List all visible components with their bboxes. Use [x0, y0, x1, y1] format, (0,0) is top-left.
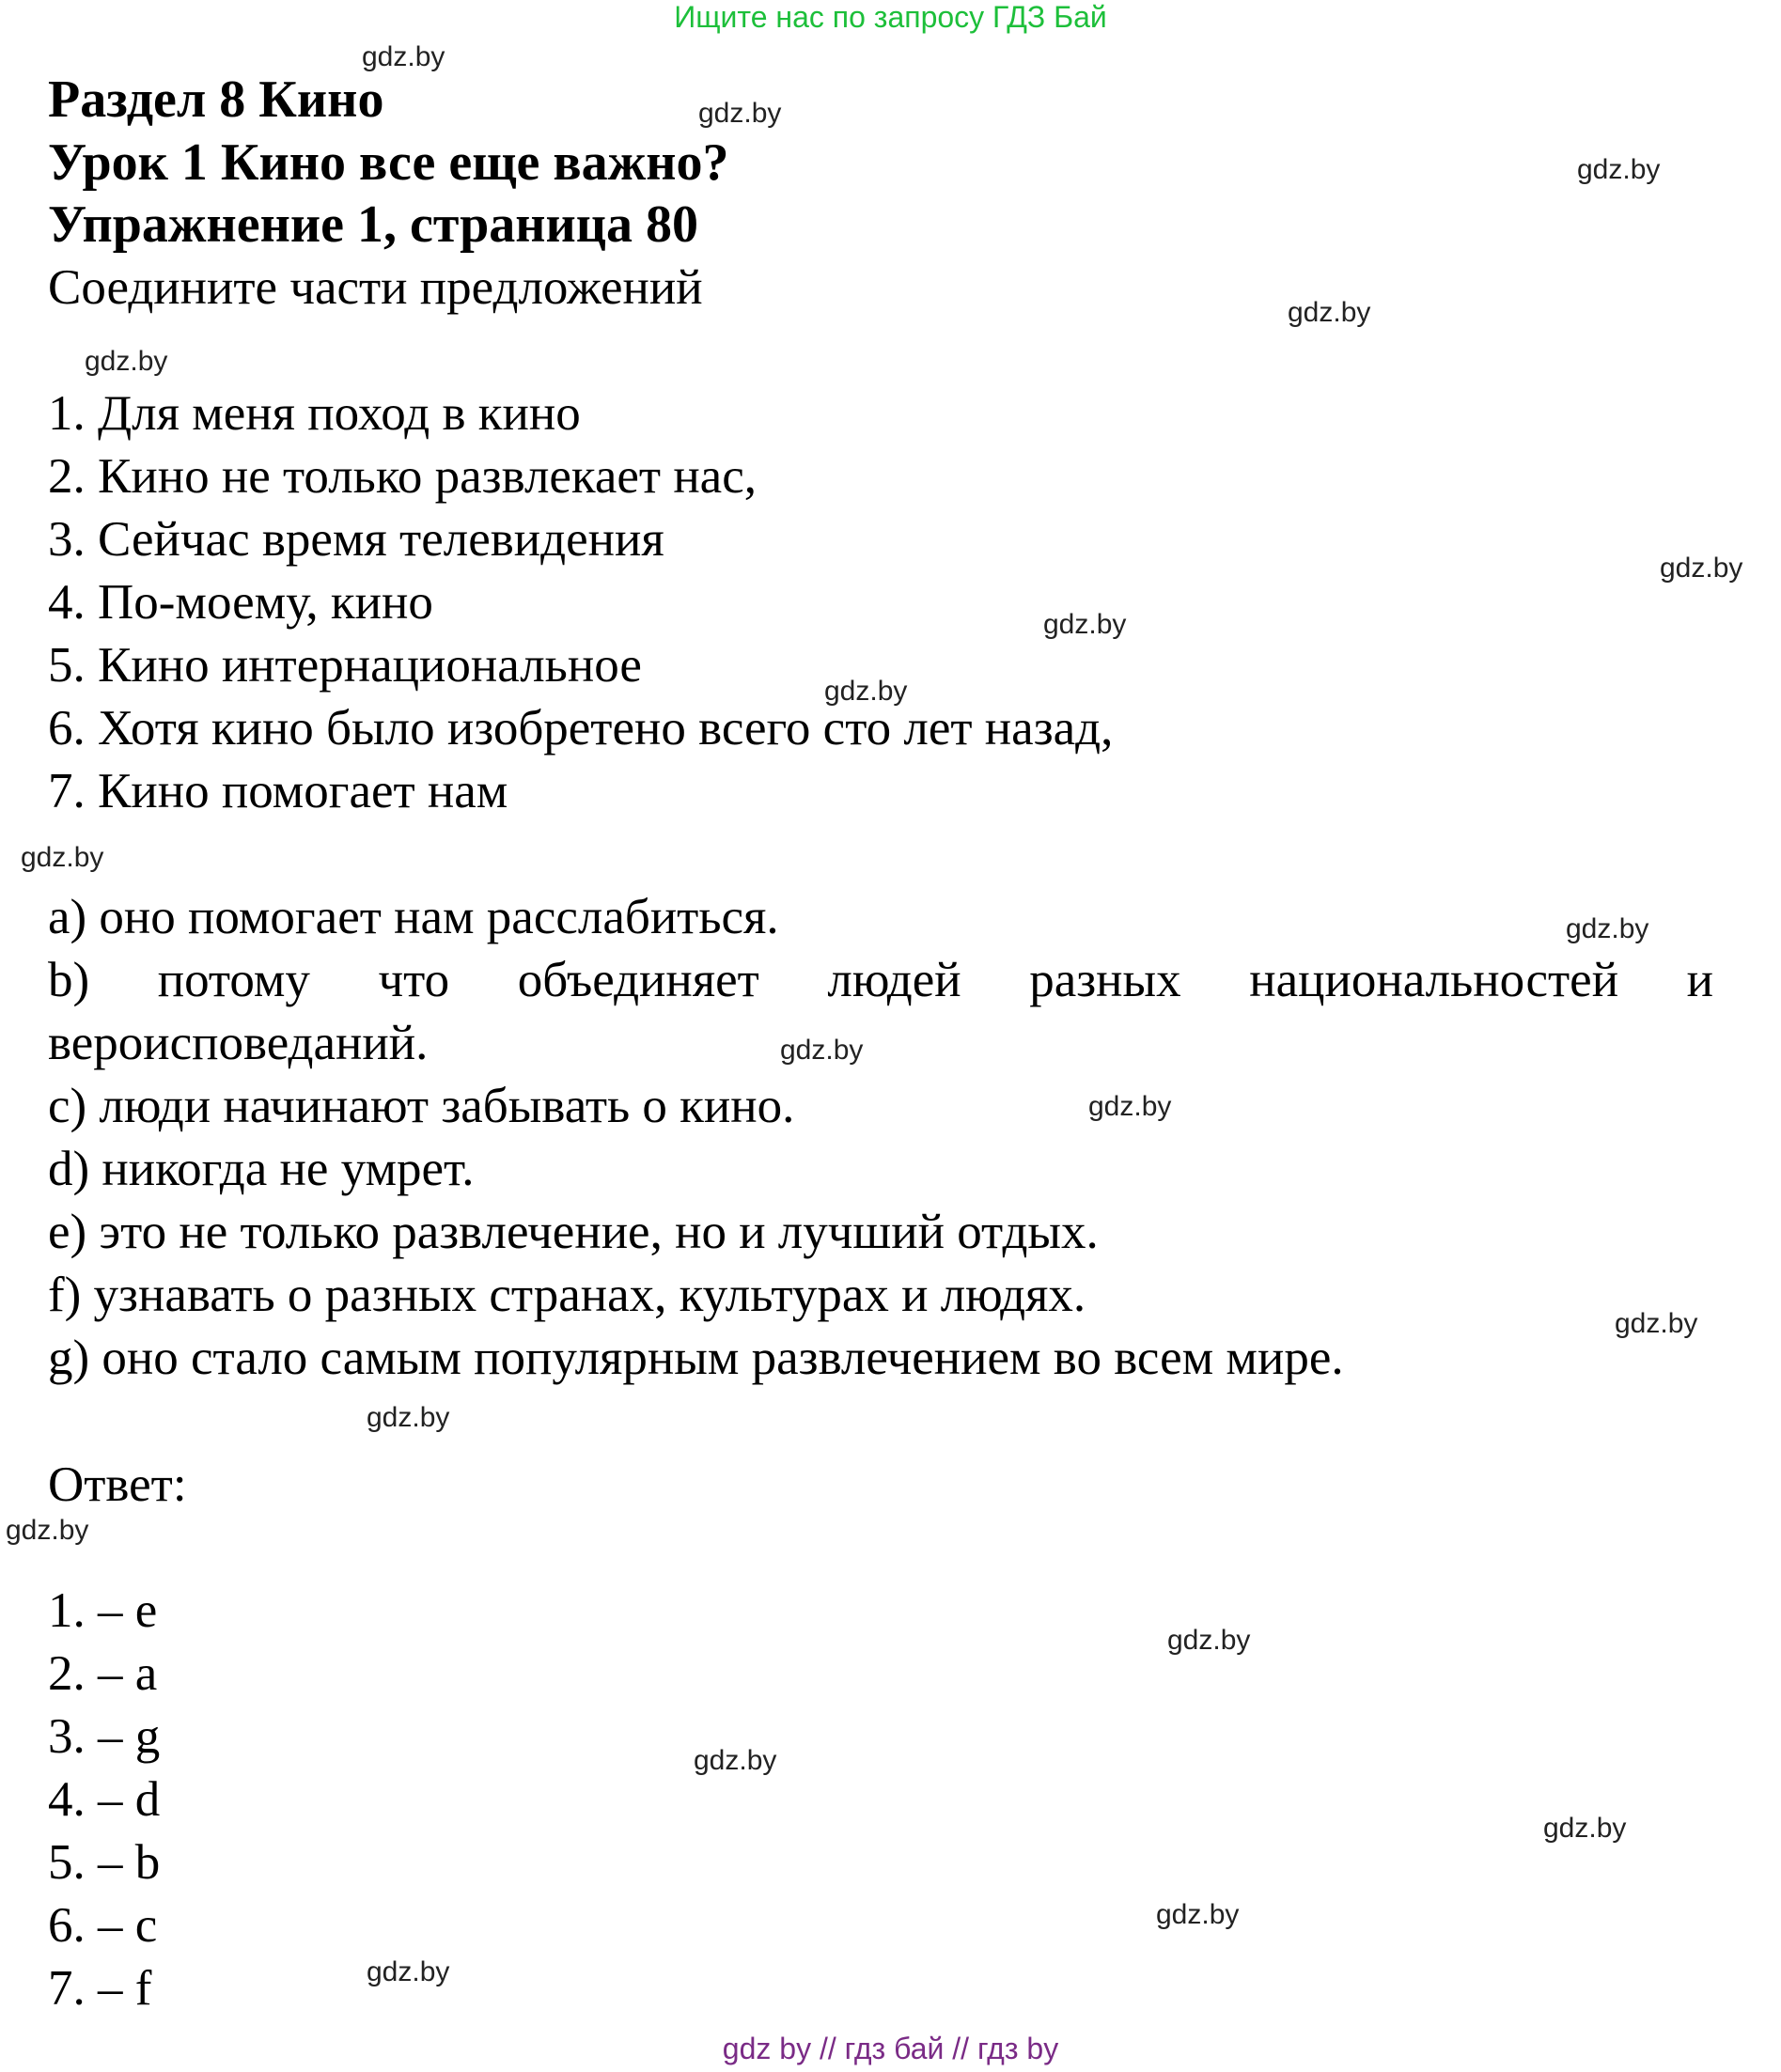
sentence-start-5: 5. Кино интернациональное [48, 638, 642, 693]
answer-7: 7. – f [48, 1961, 152, 2016]
lesson-title: Урок 1 Кино все еще важно? [48, 133, 729, 192]
answer-6: 6. – с [48, 1898, 158, 1953]
watermark: gdz.by [367, 1402, 450, 1433]
footer-links: gdz by // гдз бай // гдз by [722, 2032, 1059, 2065]
ending-f: f) узнавать о разных странах, культурах и людях. [48, 1268, 1086, 1322]
section-title: Раздел 8 Кино [48, 70, 384, 129]
answer-3: 3. – g [48, 1709, 161, 1764]
watermark: gdz.by [21, 842, 104, 873]
watermark: gdz.by [780, 1035, 864, 1066]
ending-b-line-1 [48, 949, 1713, 1011]
watermark: gdz.by [1543, 1813, 1627, 1844]
ending-b-word: национальностей [1249, 953, 1619, 1007]
watermark: gdz.by [1167, 1625, 1251, 1656]
watermark: gdz.by [85, 346, 168, 377]
watermark: gdz.by [1577, 154, 1661, 185]
answer-1: 1. – е [48, 1583, 158, 1638]
answer-2: 2. – а [48, 1646, 158, 1701]
watermark: gdz.by [1088, 1091, 1172, 1122]
sentence-start-3: 3. Сейчас время телевидения [48, 512, 664, 567]
watermark: gdz.by [1043, 609, 1127, 640]
watermark: gdz.by [824, 676, 908, 707]
ending-d: d) никогда не умрет. [48, 1142, 475, 1196]
watermark: gdz.by [1288, 297, 1371, 328]
watermark: gdz.by [1566, 913, 1649, 944]
watermark: gdz.by [362, 41, 445, 72]
answer-label: Ответ: [48, 1457, 187, 1512]
watermark: gdz.by [1660, 553, 1743, 584]
sentence-start-1: 1. Для меня поход в кино [48, 386, 581, 441]
ending-b-word: и [1686, 953, 1714, 1007]
answer-5: 5. – b [48, 1835, 161, 1890]
ending-b-word: людей [827, 953, 961, 1007]
watermark: gdz.by [694, 1745, 777, 1776]
ending-b-word: что [378, 953, 450, 1007]
sentence-start-4: 4. По-моему, кино [48, 575, 433, 630]
search-banner: Ищите нас по запросу ГДЗ Бай [674, 0, 1107, 34]
ending-e: е) это не только развлечение, но и лучший отдых. [48, 1205, 1099, 1259]
ending-b-word: потому [157, 953, 310, 1007]
watermark: gdz.by [698, 98, 782, 129]
watermark: gdz.by [1615, 1308, 1698, 1339]
ending-b-line-2: вероисповеданий. [48, 1016, 429, 1070]
answer-4: 4. – d [48, 1772, 161, 1827]
sentence-start-7: 7. Кино помогает нам [48, 764, 508, 818]
instruction-text: Соедините части предложений [48, 260, 703, 315]
ending-g: g) оно стало самым популярным развлечением во всем мире. [48, 1331, 1344, 1385]
watermark: gdz.by [367, 1956, 450, 1987]
watermark: gdz.by [6, 1515, 89, 1546]
ending-b-word: объединяет [517, 953, 759, 1007]
exercise-title: Упражнение 1, страница 80 [48, 195, 699, 254]
watermark: gdz.by [1156, 1899, 1240, 1930]
ending-b-word: разных [1029, 953, 1181, 1007]
ending-b-word: b) [48, 953, 90, 1007]
ending-c: с) люди начинают забывать о кино. [48, 1079, 795, 1133]
sentence-start-6: 6. Хотя кино было изобретено всего сто лет назад, [48, 701, 1114, 756]
ending-a: а) оно помогает нам расслабиться. [48, 890, 779, 944]
sentence-start-2: 2. Кино не только развлекает нас, [48, 449, 757, 504]
